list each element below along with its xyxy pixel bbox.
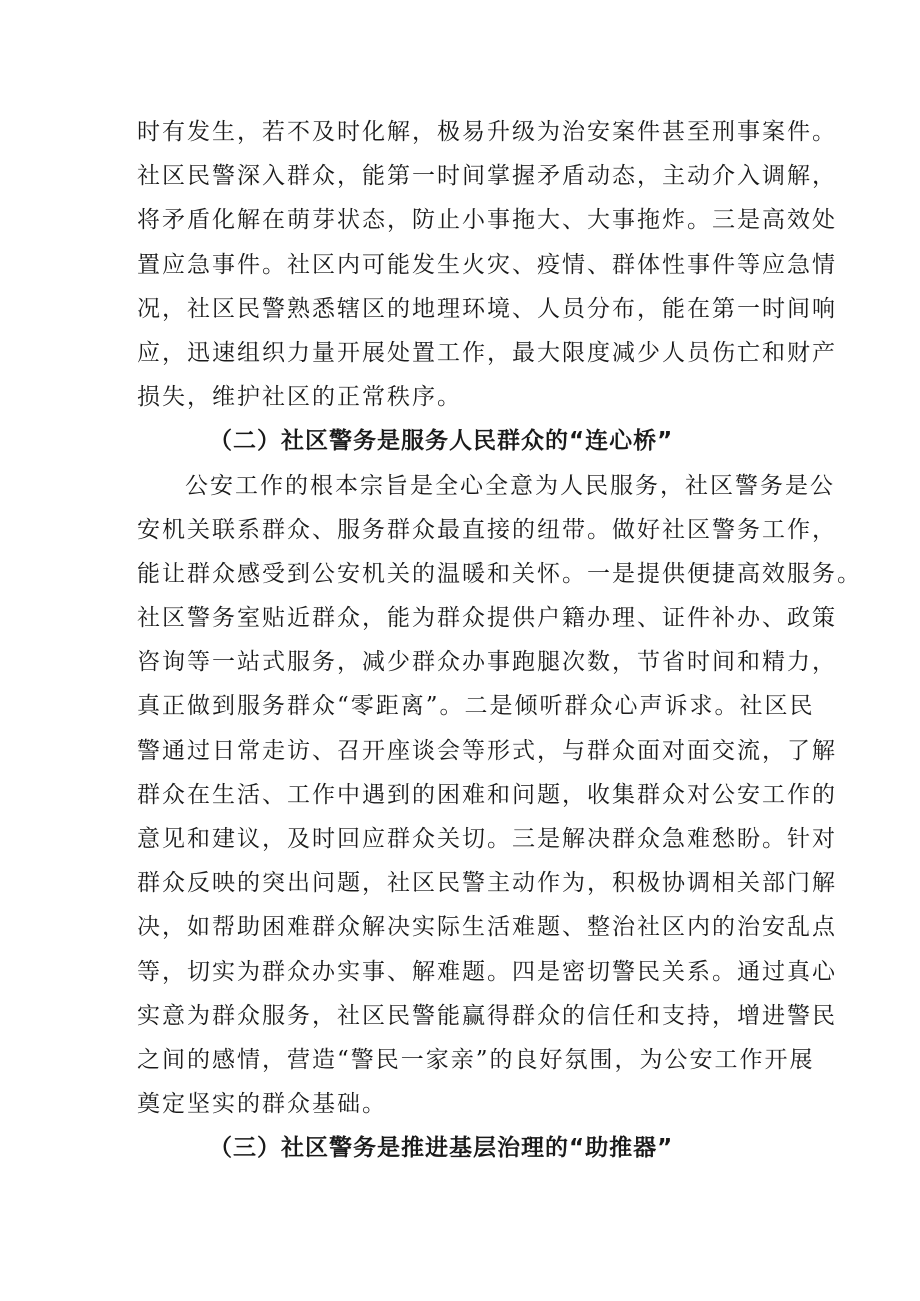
- paragraph-first-line: 公安工作的根本宗旨是全心全意为人民服务，社区警务是公: [185, 472, 835, 499]
- paragraph-line: 况，社区民警熟悉辖区的地理环境、人员分布，能在第一时间响: [137, 295, 837, 322]
- paragraph-line: 应，迅速组织力量开展处置工作，最大限度减少人员伤亡和财产: [137, 339, 837, 366]
- document-body: [137, 110, 862, 1171]
- paragraph-line: 将矛盾化解在萌芽状态，防止小事拖大、大事拖炸。三是高效处: [137, 207, 837, 234]
- paragraph-line: 警通过日常走访、召开座谈会等形式，与群众面对面交流，了解: [137, 737, 837, 764]
- paragraph-line: 真正做到服务群众“零距离”。二是倾听群众心声诉求。社区民: [137, 693, 815, 720]
- paragraph-line: 能让群众感受到公安机关的温暖和关怀。一是提供便捷高效服务。: [137, 560, 862, 587]
- paragraph-line: 时有发生，若不及时化解，极易升级为治安案件甚至刑事案件。: [137, 119, 837, 145]
- section-heading: （二）社区警务是服务人民群众的“连心桥”: [209, 428, 674, 455]
- paragraph-line: 社区民警深入群众，能第一时间掌握矛盾动态，主动介入调解，: [137, 163, 837, 190]
- section-heading: （三）社区警务是推进基层治理的“助推器”: [209, 1135, 674, 1162]
- paragraph-line: 安机关联系群众、服务群众最直接的纽带。做好社区警务工作，: [137, 516, 837, 543]
- paragraph-line: 意见和建议，及时回应群众关切。三是解决群众急难愁盼。针对: [137, 826, 837, 852]
- paragraph-line: 之间的感情，营造“警民一家亲”的良好氛围，为公安工作开展: [137, 1046, 815, 1073]
- paragraph-line: 等，切实为群众办实事、解难题。四是密切警民关系。通过真心: [137, 958, 837, 985]
- paragraph-line: 群众反映的突出问题，社区民警主动作为，积极协调相关部门解: [137, 870, 837, 897]
- paragraph-line: 群众在生活、工作中遇到的困难和问题，收集群众对公安工作的: [137, 781, 837, 808]
- paragraph-line: 奠定坚实的群众基础。: [137, 1091, 387, 1118]
- paragraph-line: 社区警务室贴近群众，能为群众提供户籍办理、证件补办、政策: [137, 605, 837, 632]
- paragraph-line: 实意为群众服务，社区民警能赢得群众的信任和支持，增进警民: [137, 1002, 837, 1029]
- paragraph-line: 咨询等一站式服务，减少群众办事跑腿次数，节省时间和精力，: [137, 649, 837, 676]
- paragraph-line: 置应急事件。社区内可能发生火灾、疫情、群体性事件等应急情: [137, 251, 837, 278]
- paragraph-line: 决，如帮助困难群众解决实际生活难题、整治社区内的治安乱点: [137, 914, 837, 941]
- paragraph-line: 损失，维护社区的正常秩序。: [137, 384, 462, 411]
